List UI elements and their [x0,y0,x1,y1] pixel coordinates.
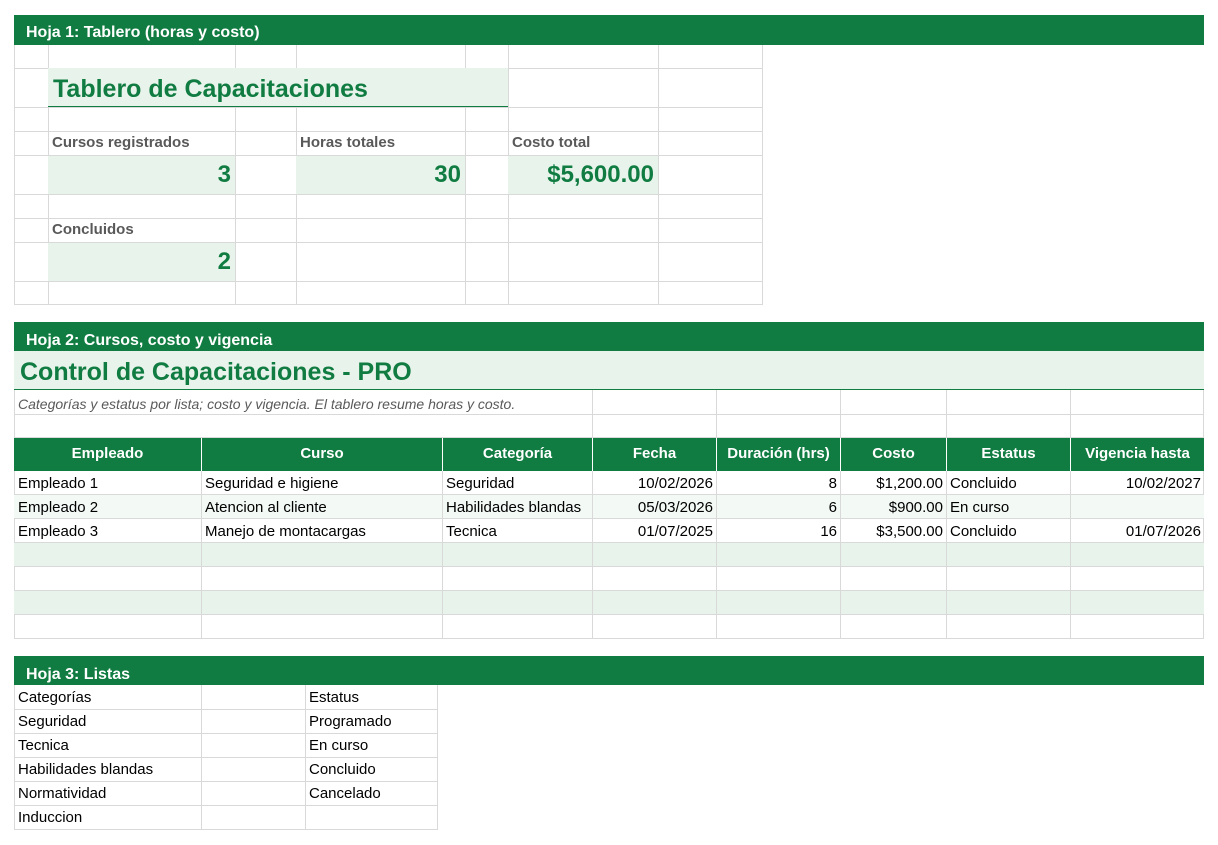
row-band [14,591,1204,615]
sheet1-title-bar: Hoja 1: Tablero (horas y costo) [14,15,1204,45]
table-cell-costo[interactable]: $900.00 [888,499,943,516]
table-cell-vigencia[interactable]: 10/02/2027 [1125,475,1201,492]
table-cell-curso[interactable]: Manejo de montacargas [205,523,366,540]
table-cell-categoria[interactable]: Tecnica [446,523,497,540]
table-cell-duracion[interactable]: 16 [820,523,837,540]
col-header-empleado[interactable]: Empleado [14,438,201,471]
list-item-categoria[interactable]: Normatividad [18,785,107,802]
control-subtitle: Categorías y estatus por lista; costo y vigencia. El tablero resume horas y costo. [18,396,516,412]
kpi-costo-value[interactable]: $5,600.00 [508,156,658,194]
dashboard-title[interactable]: Tablero de Capacitaciones [48,68,508,107]
table-cell-costo[interactable]: $1,200.00 [876,475,943,492]
sheet3-title-bar: Hoja 3: Listas [14,656,1204,685]
kpi-cursos-value[interactable]: 3 [48,156,235,194]
col-header-vigencia[interactable]: Vigencia hasta [1071,438,1204,471]
list-item-categoria[interactable]: Habilidades blandas [18,761,154,778]
table-cell-categoria[interactable]: Habilidades blandas [446,499,582,516]
col-header-curso[interactable]: Curso [202,438,442,471]
kpi-concluidos-value[interactable]: 2 [48,243,235,281]
col-header-estatus[interactable]: Estatus [947,438,1070,471]
table-cell-estatus[interactable]: Concluido [950,523,1017,540]
table-cell-fecha[interactable]: 05/03/2026 [637,499,713,516]
list-item-categoria[interactable]: Seguridad [18,713,87,730]
col-header-categoria[interactable]: Categoría [443,438,592,471]
table-cell-fecha[interactable]: 01/07/2025 [637,523,713,540]
sheet2-title-bar: Hoja 2: Cursos, costo y vigencia [14,322,1204,351]
col-header-costo[interactable]: Costo [841,438,946,471]
col-header-duracion[interactable]: Duración (hrs) [717,438,840,471]
kpi-horas-value[interactable]: 30 [296,156,465,194]
list-item-categoria[interactable]: Tecnica [18,737,69,754]
table-cell-curso[interactable]: Atencion al cliente [205,499,327,516]
table-cell-categoria[interactable]: Seguridad [446,475,515,492]
list-item-estatus[interactable]: Cancelado [309,785,381,802]
kpi-cursos-label: Cursos registrados [52,134,190,151]
table-cell-duracion[interactable]: 8 [828,475,837,492]
row-band [14,543,1204,567]
kpi-concluidos-label: Concluidos [52,221,134,238]
table-cell-fecha[interactable]: 10/02/2026 [637,475,713,492]
kpi-horas-label: Horas totales [300,134,396,151]
table-cell-empleado[interactable]: Empleado 3 [18,523,99,540]
list-header-estatus[interactable]: Estatus [309,689,360,706]
col-header-fecha[interactable]: Fecha [593,438,716,471]
list-item-estatus[interactable]: Concluido [309,761,376,778]
list-item-estatus[interactable]: En curso [309,737,369,754]
table-cell-estatus[interactable]: Concluido [950,475,1017,492]
control-title[interactable]: Control de Capacitaciones - PRO [14,351,1204,390]
table-cell-empleado[interactable]: Empleado 2 [18,499,99,516]
list-header-categorias[interactable]: Categorías [18,689,92,706]
table-cell-costo[interactable]: $3,500.00 [876,523,943,540]
table-cell-vigencia[interactable]: 01/07/2026 [1125,523,1201,540]
table-cell-empleado[interactable]: Empleado 1 [18,475,99,492]
kpi-costo-label: Costo total [512,134,591,151]
table-cell-estatus[interactable]: En curso [950,499,1010,516]
list-item-estatus[interactable]: Programado [309,713,392,730]
table-cell-curso[interactable]: Seguridad e higiene [205,475,339,492]
list-item-categoria[interactable]: Induccion [18,809,83,826]
table-cell-duracion[interactable]: 6 [828,499,837,516]
